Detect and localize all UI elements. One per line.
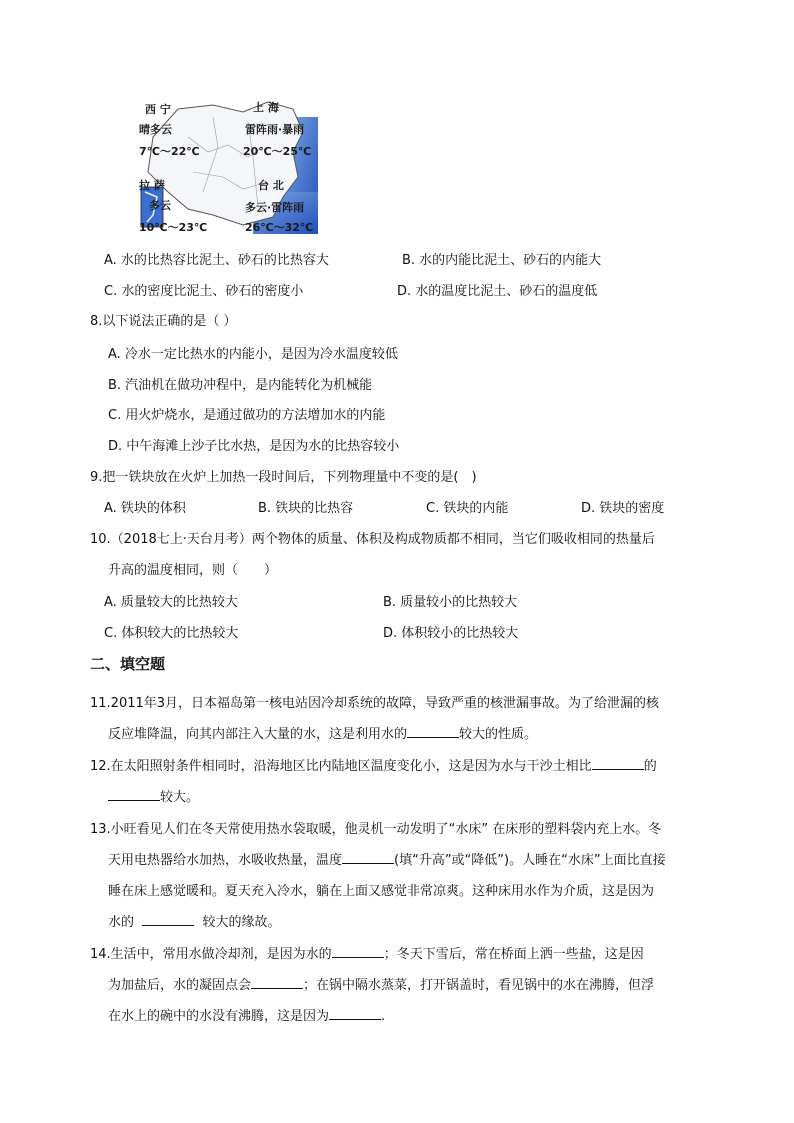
q14-line3	[108, 1005, 385, 1024]
q7-option-b: B. 水的内能比泥土、砂石的内能大	[402, 253, 602, 268]
q9-option-a: A. 铁块的体积	[104, 501, 186, 516]
q14-answer-blank-1[interactable]	[332, 945, 384, 958]
taibei-label: 台 北	[258, 179, 284, 192]
q9-stem: 9.把一铁块放在火炉上加热一段时间后，下列物理量中不变的是( )	[90, 470, 477, 485]
q9-option-c: C. 铁块的内能	[426, 501, 509, 516]
q14-line2	[108, 974, 654, 993]
q12-answer-blank-1[interactable]	[592, 757, 644, 770]
lasa-label: 拉 萨	[139, 179, 165, 192]
q8-option-a: A. 冷水一定比热水的内能小，是因为冷水温度较低	[108, 347, 398, 362]
q12-text-c: 较大。	[160, 790, 200, 805]
q10-stem-line2: 升高的温度相同，则（ ）	[108, 563, 278, 578]
lasa-weather: 多云	[149, 199, 171, 212]
taibei-temp: 26℃～32℃	[245, 221, 314, 234]
q11-text-a: 反应堆降温，向其内部注入大量的水，这是利用水的	[108, 727, 408, 742]
q12-text-b: 的	[643, 759, 657, 774]
q14-text-e: 在水上的碗中的水没有沸腾，这是因为	[108, 1009, 330, 1024]
xining-temp: 7℃～22℃	[139, 145, 200, 158]
q7-option-c: C. 水的密度比泥土、砂石的密度小	[104, 284, 304, 299]
q11-text-b: 较大的性质。	[459, 727, 538, 742]
q10-option-b: B. 质量较小的比热较大	[383, 595, 518, 610]
q7-option-a: A. 水的比热容比泥土、砂石的比热容大	[104, 253, 329, 268]
q13-line4	[108, 911, 281, 930]
q14-answer-blank-2[interactable]	[251, 976, 303, 989]
q10-option-d: D. 体积较小的比热较大	[383, 626, 519, 641]
q12-text-a: 12.在太阳照射条件相同时，沿海地区比内陆地区温度变化小，这是因为水与干沙土相比	[90, 759, 592, 774]
q11-line1: 11.2011年3月，日本福岛第一核电站因冷却系统的故障，导致严重的核泄漏事故。为了给泄漏的核	[90, 696, 660, 711]
lasa-temp: 10℃～23℃	[139, 221, 208, 234]
q13-line3: 睡在床上感觉暖和。夏天充入冷水，躺在上面又感觉非常凉爽。这种床用水作为介质，这是因为	[108, 884, 655, 899]
q10-option-c: C. 体积较大的比热较大	[104, 626, 239, 641]
q11-answer-blank[interactable]	[407, 725, 459, 738]
q13-text-a: 天用电热器给水加热，水吸收热量，温度	[108, 853, 343, 868]
q9-option-d: D. 铁块的密度	[581, 501, 665, 516]
q14-text-d: ；在锅中隔水蒸菜，打开锅盖时，看见锅中的水在沸腾，但浮	[303, 978, 655, 993]
q14-answer-blank-3[interactable]	[329, 1007, 381, 1020]
shanghai-label: 上 海	[253, 101, 279, 114]
xining-label: 西 宁	[145, 103, 171, 116]
q13-line1: 13.小旺看见人们在冬天常使用热水袋取暖，他灵机一动发明了“水床” 在床形的塑料袋内充上水。冬	[90, 822, 662, 837]
q13-line2	[108, 849, 666, 868]
china-weather-map	[133, 97, 318, 234]
q13-text-d: 较大的缘故。	[202, 915, 281, 930]
q14-line1	[90, 943, 644, 962]
q8-option-d: D. 中午海滩上沙子比水热，是因为水的比热容较小	[108, 439, 400, 454]
q13-answer-blank-1[interactable]	[342, 851, 394, 864]
section-heading-fill-in: 二、填空题	[90, 655, 166, 673]
q14-text-c: 为加盐后，水的凝固点会	[108, 978, 252, 993]
q12-line2	[108, 786, 199, 805]
q11-line2	[108, 723, 537, 742]
q10-stem-line1: 10.（2018七上·天台月考）两个物体的质量、体积及构成物质都不相同，当它们吸收相同的热量后	[90, 532, 655, 547]
shanghai-weather: 雷阵雨·暴雨	[245, 123, 305, 136]
q14-text-a: 14.生活中，常用水做冷却剂，是因为水的	[90, 947, 332, 962]
xining-weather: 晴多云	[139, 123, 172, 136]
q12-line1	[90, 755, 657, 774]
q12-answer-blank-2[interactable]	[108, 788, 160, 801]
shanghai-temp: 20℃～25℃	[243, 145, 312, 158]
q8-option-b: B. 汽油机在做功冲程中，是内能转化为机械能	[108, 378, 373, 393]
q10-option-a: A. 质量较大的比热较大	[104, 595, 238, 610]
taibei-weather: 多云·雷阵雨	[245, 201, 305, 214]
q14-text-b: ；冬天下雪后，常在桥面上洒一些盐，这是因	[383, 947, 644, 962]
q7-option-d: D. 水的温度比泥土、砂石的温度低	[397, 284, 598, 299]
q9-option-b: B. 铁块的比热容	[258, 501, 354, 516]
q8-stem: 8.以下说法正确的是（ ）	[90, 314, 237, 329]
q8-option-c: C. 用火炉烧水，是通过做功的方法增加水的内能	[108, 408, 386, 423]
q13-answer-blank-2[interactable]	[142, 913, 194, 926]
q13-text-c: 水的	[108, 915, 135, 930]
q13-text-b: (填“升高”或“降低”)。人睡在“水床”上面比直接	[394, 853, 666, 868]
q14-text-f: .	[381, 1009, 386, 1024]
